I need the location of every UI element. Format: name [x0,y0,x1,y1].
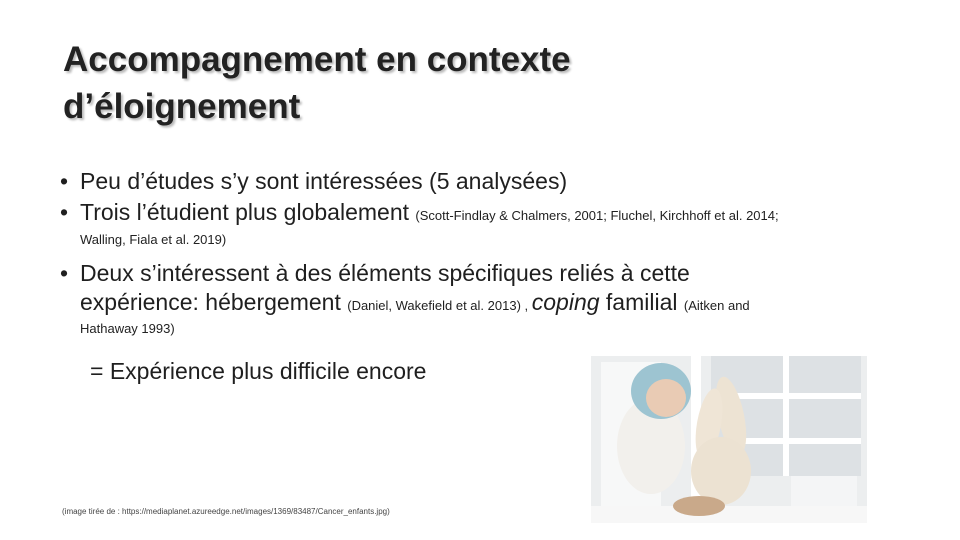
separator: , [520,298,532,313]
bullet-marker: • [60,260,69,286]
title-line-2: d’éloignement [63,87,301,126]
bullet-item [60,197,920,231]
bullet-item [60,166,920,197]
bullet-text: Trois l’étudient plus globalement [80,199,416,225]
bullet-item [60,259,920,320]
bullet-marker: • [60,199,69,225]
slide-title [63,36,883,130]
italic-term: coping [531,289,600,315]
image-credit: (image tirée de : https://mediaplanet.azureedge.net/images/1369/83487/Cancer_enfants.jpg) [62,507,390,516]
conclusion-text: = Expérience plus difficile encore [90,358,427,384]
child-with-plush-photo [591,356,867,523]
bullet-text: Peu d’études s’y sont intéressées (5 analysées) [80,168,568,194]
bullet-marker: • [60,168,69,194]
citation: (Scott-Findlay & Chalmers, 2001; Fluchel, Kirchhoff et al. 2014; [415,208,779,223]
photo-illustration [591,356,867,523]
citation-continued: Hathaway 1993) [80,321,175,336]
title-line-1: Accompagnement en contexte [63,40,571,79]
citation: (Daniel, Wakefield et al. 2013) [347,298,521,313]
bullet-text: familial [599,289,684,315]
citation: (Aitken and [683,298,750,313]
bullet-text: expérience: hébergement [80,289,348,315]
bullet-text: Deux s’intéressent à des éléments spécifiques reliés à cette [80,260,690,286]
citation-continued: Walling, Fiala et al. 2019) [80,232,227,247]
bullet-list [60,166,920,338]
